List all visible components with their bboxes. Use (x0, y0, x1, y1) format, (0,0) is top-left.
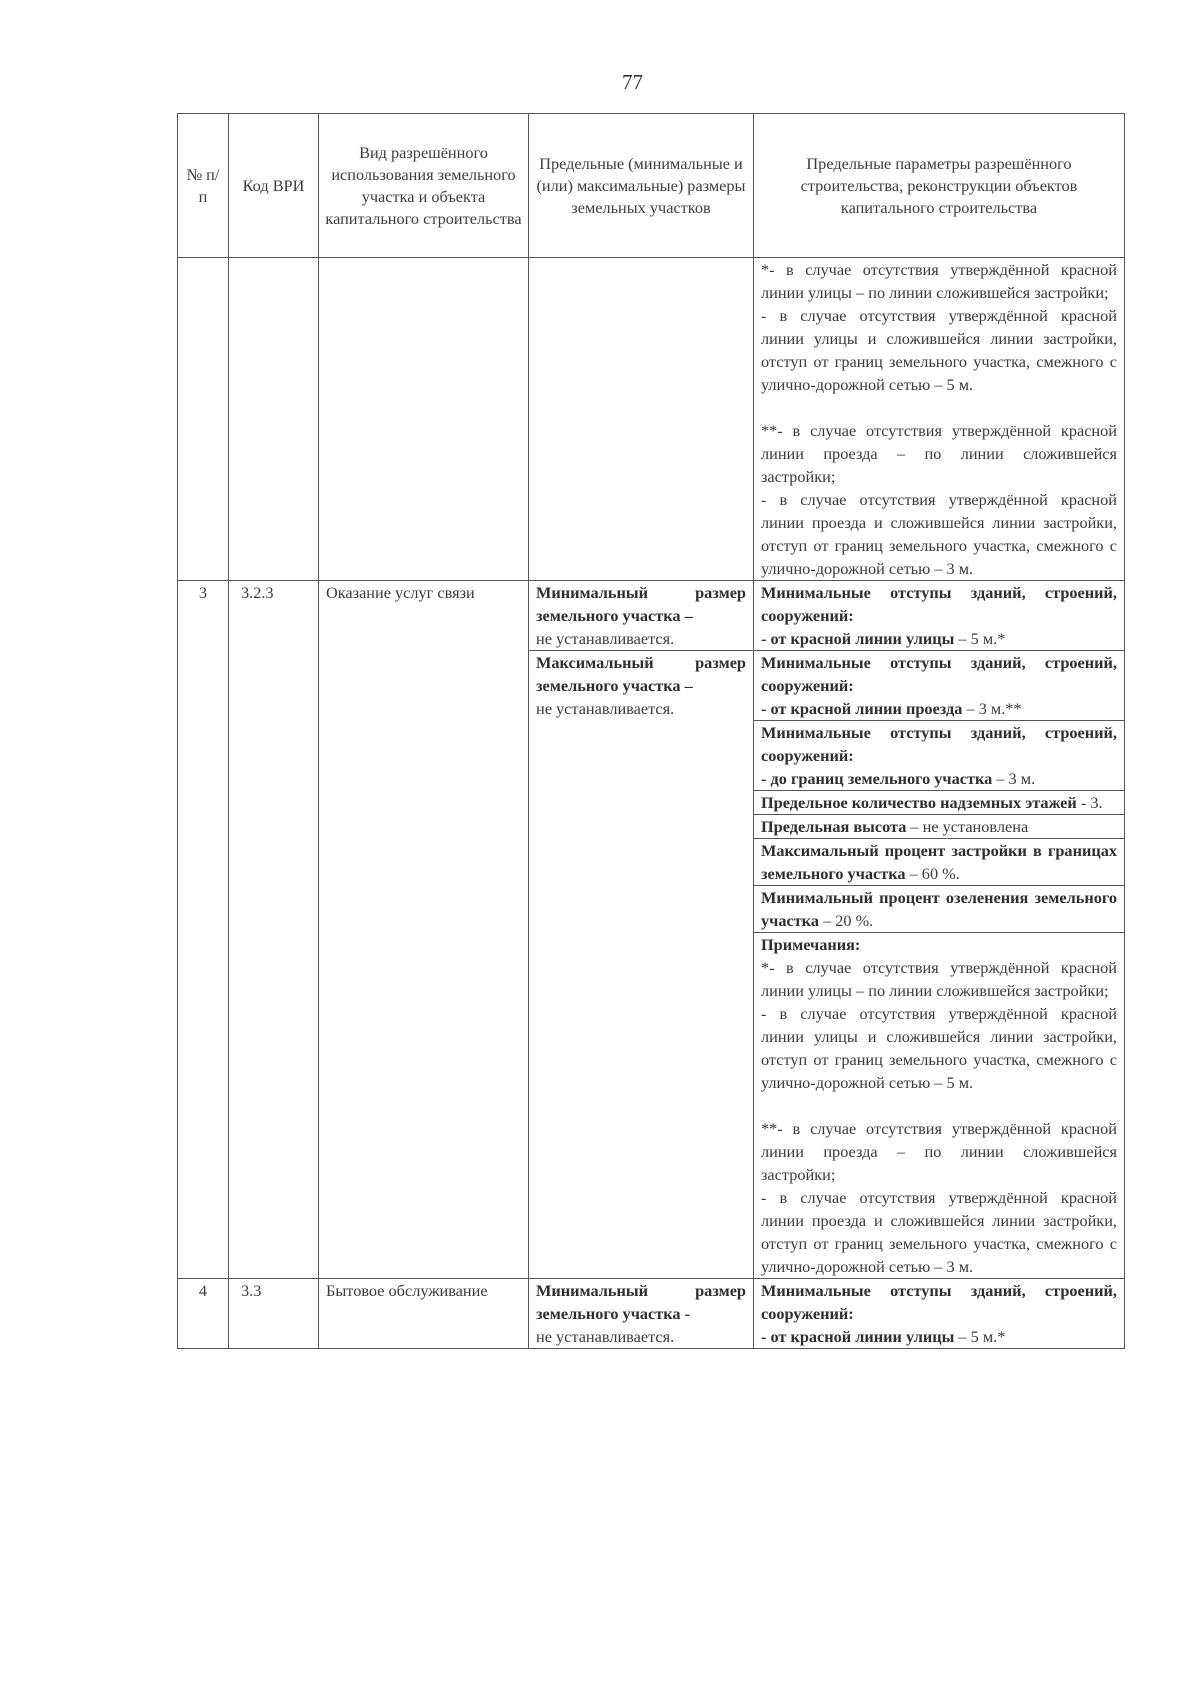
max-plot-size-value: не устанавливается. (536, 699, 675, 718)
header-plot-sizes: Предельные (минимальные и (или) максимальные) размеры земельных участков (529, 114, 754, 258)
row-number: 3 (178, 581, 229, 1279)
notes (754, 933, 1125, 1279)
param-height (754, 815, 1125, 839)
param-line-label: - от красной линии проезда (761, 699, 963, 718)
param-label: Максимальный процент застройки в границах земельного участка (761, 841, 1117, 883)
row-number: 4 (178, 1279, 229, 1349)
note-item: *- в случае отсутствия утверждённой красной линии улицы – по линии сложившейся застройки; (761, 260, 1117, 302)
min-plot-size-label: Минимальный размер земельного участка – (536, 583, 746, 625)
max-plot-size-label: Максимальный размер земельного участка – (536, 653, 746, 695)
param-label: Минимальные отступы зданий, строений, сооружений: (761, 583, 1117, 625)
row-code: 3.2.3 (229, 581, 319, 1279)
param-line-label: - до границ земельного участка (761, 769, 993, 788)
min-plot-size (529, 1279, 754, 1349)
min-plot-size-value: не устанавливается. (536, 1327, 675, 1346)
min-plot-size (529, 581, 754, 651)
note-item: *- в случае отсутствия утверждённой красной линии улицы – по линии сложившейся застройки; (761, 958, 1117, 1000)
param-line-value: – 3 м. (996, 769, 1036, 788)
page-number: 77 (622, 70, 643, 94)
note-item: - в случае отсутствия утверждённой красной линии улицы и сложившейся линии застройки, отступ от границ земельного участка, смежного с улично-дорожной сетью – 5 м. (761, 306, 1117, 394)
row-use-type: Оказание услуг связи (319, 581, 529, 1279)
param-label: Минимальные отступы зданий, строений, сооружений: (761, 1281, 1117, 1323)
param-setback-street (754, 1279, 1125, 1349)
header-code: Код ВРИ (229, 114, 319, 258)
note-item: - в случае отсутствия утверждённой красной линии проезда и сложившейся линии застройки, отступ от границ земельного участка, смежного с улично-дорожной сетью – 3 м. (761, 1188, 1117, 1276)
min-plot-size-value: не устанавливается. (536, 629, 675, 648)
param-line-value: – 3 м.** (966, 699, 1022, 718)
note-item: - в случае отсутствия утверждённой красной линии проезда и сложившейся линии застройки, отступ от границ земельного участка, смежного с улично-дорожной сетью – 3 м. (761, 490, 1117, 578)
notes-title: Примечания: (761, 935, 861, 954)
param-label: Предельное количество надземных этажей (761, 793, 1077, 812)
table-row (178, 581, 1125, 651)
max-plot-size (529, 651, 754, 1279)
table-row-continuation (178, 258, 1125, 581)
param-label: Минимальные отступы зданий, строений, сооружений: (761, 723, 1117, 765)
param-setback-boundary (754, 721, 1125, 791)
row-use-type: Бытовое обслуживание (319, 1279, 529, 1349)
min-plot-size-label: Минимальный размер земельного участка - (536, 1281, 746, 1323)
param-line-label: - от красной линии улицы (761, 629, 955, 648)
param-coverage (754, 839, 1125, 886)
param-line-value: – 5 м.* (958, 629, 1006, 648)
param-line-value: – 5 м.* (958, 1327, 1006, 1346)
param-label: Минимальный процент озеленения земельного участка (761, 888, 1117, 930)
param-value: – 60 %. (909, 864, 960, 883)
regulations-table (177, 113, 1125, 1349)
param-setback-street (754, 581, 1125, 651)
note-item: **- в случае отсутствия утверждённой красной линии проезда – по линии сложившейся застройки; (761, 421, 1117, 486)
table-header-row (178, 114, 1125, 258)
header-num: № п/п (178, 114, 229, 258)
param-value: – не установлена (910, 817, 1029, 836)
param-line-label: - от красной линии улицы (761, 1327, 955, 1346)
note-item: - в случае отсутствия утверждённой красной линии улицы и сложившейся линии застройки, отступ от границ земельного участка, смежного с улично-дорожной сетью – 5 м. (761, 1004, 1117, 1092)
table-row (178, 1279, 1125, 1349)
header-params: Предельные параметры разрешённого строительства, реконструкции объектов капитального строительства (754, 114, 1125, 258)
param-label: Предельная высота (761, 817, 907, 836)
param-floors (754, 791, 1125, 815)
param-value: - 3. (1080, 793, 1103, 812)
note-item: **- в случае отсутствия утверждённой красной линии проезда – по линии сложившейся застройки; (761, 1119, 1117, 1184)
header-use-type: Вид разрешённого использования земельного участка и объекта капитального строительства (319, 114, 529, 258)
param-setback-driveway (754, 651, 1125, 721)
param-greenery (754, 886, 1125, 933)
param-label: Минимальные отступы зданий, строений, сооружений: (761, 653, 1117, 695)
param-value: – 20 %. (823, 911, 874, 930)
continuation-notes (754, 258, 1125, 581)
row-code: 3.3 (229, 1279, 319, 1349)
